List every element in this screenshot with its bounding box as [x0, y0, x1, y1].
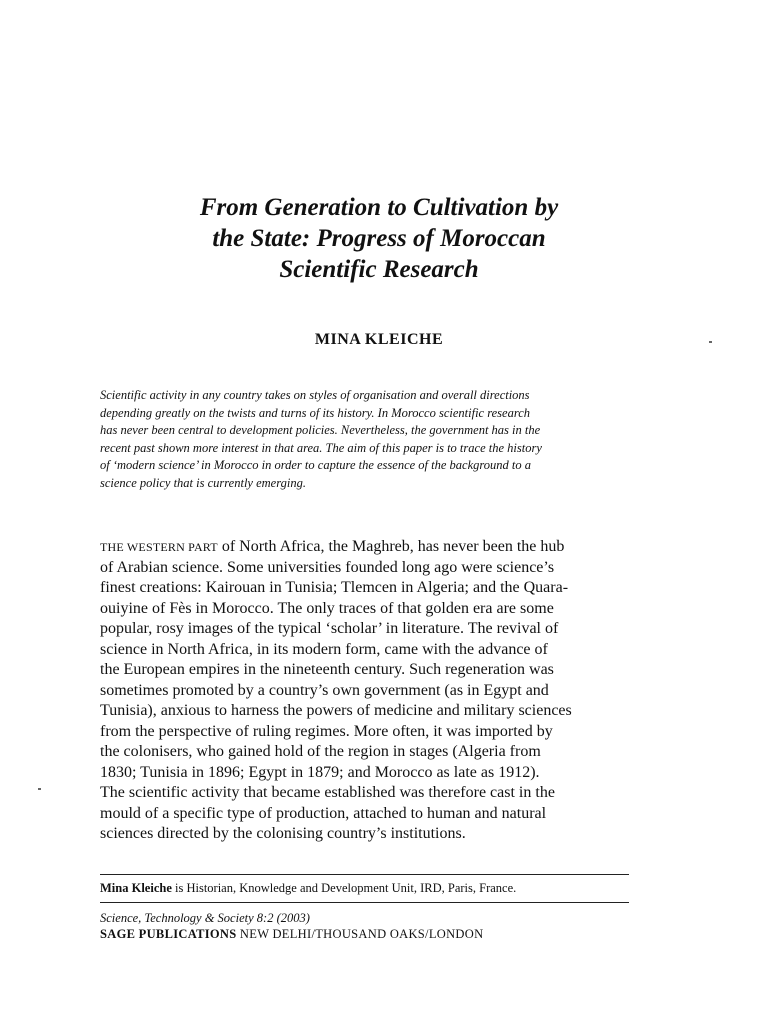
publisher-name: SAGE PUBLICATIONS: [100, 927, 237, 941]
abstract-line: Scientific activity in any country takes on styles of organisation and overall directions: [100, 388, 530, 402]
citation-divider: [100, 902, 629, 903]
abstract-line: of ‘modern science’ in Morocco in order to capture the essence of the background to a: [100, 458, 532, 473]
author-footnote: [100, 881, 660, 896]
article-title: [100, 192, 658, 285]
abstract-line: has never been central to development policies. Nevertheless, the government has in the: [100, 423, 541, 438]
body-line: [100, 537, 658, 558]
body-line: popular, rosy images of the typical ‘scholar’ in literature. The revival of: [100, 620, 559, 637]
title-line: From Generation to Cultivation by: [199, 194, 559, 221]
body-line: sometimes promoted by a country’s own government (as in Egypt and: [100, 681, 549, 699]
publisher-places: NEW DELHI/THOUSAND OAKS/LONDON: [236, 927, 484, 941]
journal-issue: Science, Technology & Society 8:2 (2003): [100, 911, 310, 925]
body-line: sciences directed by the colonising country’s institutions.: [100, 825, 466, 842]
scan-speck: [38, 788, 41, 790]
abstract-line: recent past shown more interest in that area. The aim of this paper is to trace the history: [100, 440, 542, 455]
footnote-affiliation: is Historian, Knowledge and Development Unit, IRD, Paris, France.: [171, 881, 517, 895]
title-line: the State: Progress of Moroccan: [212, 225, 546, 252]
journal-citation: [100, 910, 660, 942]
body-line: of Arabian science. Some universities founded long ago were science’s: [100, 558, 555, 576]
author-name: MINA KLEICHE: [314, 331, 444, 348]
title-line: Scientific Research: [279, 256, 479, 283]
body-line: science in North Africa, in its modern form, came with the advance of: [100, 640, 548, 658]
body-line: mould of a specific type of production, attached to human and natural: [100, 804, 547, 822]
body-line: 1830; Tunisia in 1896; Egypt in 1879; and Morocco as late as 1912).: [100, 763, 540, 781]
body-line: the colonisers, who gained hold of the region in stages (Algeria from: [100, 743, 541, 760]
body-line: The scientific activity that became established was therefore cast in the: [100, 784, 555, 801]
first-line-text: of North Africa, the Maghreb, has never been the hub: [217, 538, 565, 555]
abstract-line: science policy that is currently emerging.: [100, 475, 306, 490]
scan-speck: [709, 341, 712, 343]
body-paragraph: [100, 537, 658, 845]
body-line: from the perspective of ruling regimes. More often, it was imported by: [100, 722, 553, 740]
publisher-line: [100, 926, 660, 942]
body-line: finest creations: Kairouan in Tunisia; Tlemcen in Algeria; and the Quara-: [100, 579, 569, 596]
lead-in-smallcaps: THE WESTERN PART: [100, 540, 218, 554]
abstract: [100, 387, 658, 493]
body-line: the European empires in the nineteenth century. Such regeneration was: [100, 661, 554, 678]
footnote-author-name: Mina Kleiche: [100, 881, 172, 895]
body-line: ouiyine of Fès in Morocco. The only traces of that golden era are some: [100, 599, 554, 617]
abstract-line: depending greatly on the twists and turns of its history. In Morocco scientific research: [100, 405, 531, 420]
footnote-divider: [100, 874, 629, 875]
body-line: Tunisia), anxious to harness the powers of medicine and military sciences: [100, 702, 572, 719]
